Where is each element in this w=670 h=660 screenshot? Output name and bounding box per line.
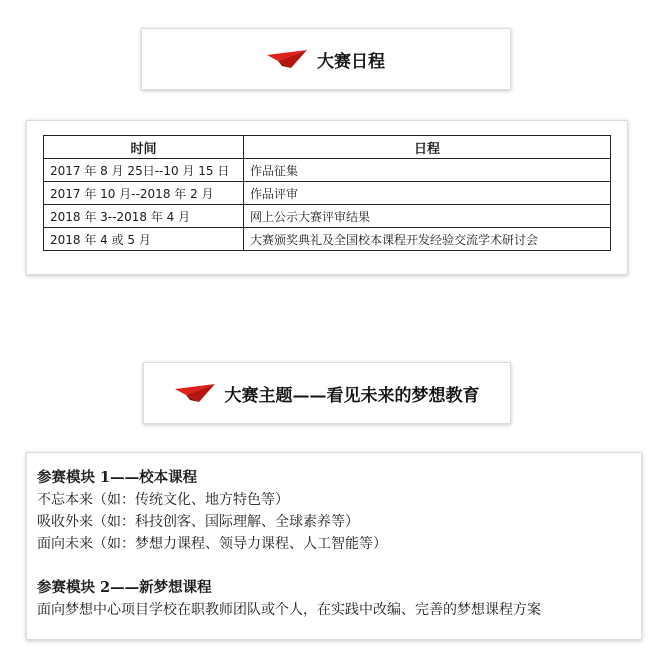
row-event: 网上公示大赛评审结果	[244, 205, 611, 228]
header-time: 时间	[44, 136, 244, 159]
row-time: 2017 年 8 月 25日--10 月 15 日	[44, 159, 244, 182]
schedule-card	[26, 120, 628, 275]
module-spacer	[37, 555, 541, 577]
module-1-title: 参赛模块 1——校本课程	[37, 469, 198, 486]
row-time: 2018 年 3--2018 年 4 月	[44, 205, 244, 228]
header-schedule: 日程	[244, 136, 611, 159]
paper-plane-icon	[175, 383, 215, 403]
table-row	[44, 228, 611, 251]
module-2-line: 面向梦想中心项目学校在职教师团队或个人，在实践中改编、完善的梦想课程方案	[37, 602, 541, 618]
schedule-title-card	[141, 28, 511, 90]
theme-title-card	[143, 362, 511, 424]
modules-list	[37, 467, 541, 621]
schedule-title: 大赛日程	[317, 51, 385, 72]
module-1-line: 不忘本来（如：传统文化、地方特色等）	[37, 492, 289, 508]
schedule-table	[43, 135, 611, 251]
paper-plane-icon	[267, 49, 307, 69]
table-header-row	[44, 136, 611, 159]
module-1-line: 面向未来（如：梦想力课程、领导力课程、人工智能等）	[37, 536, 387, 552]
row-time: 2017 年 10 月--2018 年 2 月	[44, 182, 244, 205]
module-1-line: 吸收外来（如：科技创客、国际理解、全球素养等）	[37, 514, 359, 530]
row-time: 2018 年 4 或 5 月	[44, 228, 244, 251]
theme-title: 大赛主题——看见未来的梦想教育	[224, 385, 480, 406]
table-row	[44, 205, 611, 228]
row-event: 作品评审	[244, 182, 611, 205]
module-2-title: 参赛模块 2——新梦想课程	[37, 579, 212, 596]
table-row	[44, 182, 611, 205]
row-event: 作品征集	[244, 159, 611, 182]
modules-card	[26, 452, 642, 640]
table-row	[44, 159, 611, 182]
row-event: 大赛颁奖典礼及全国校本课程开发经验交流学术研讨会	[244, 228, 611, 251]
